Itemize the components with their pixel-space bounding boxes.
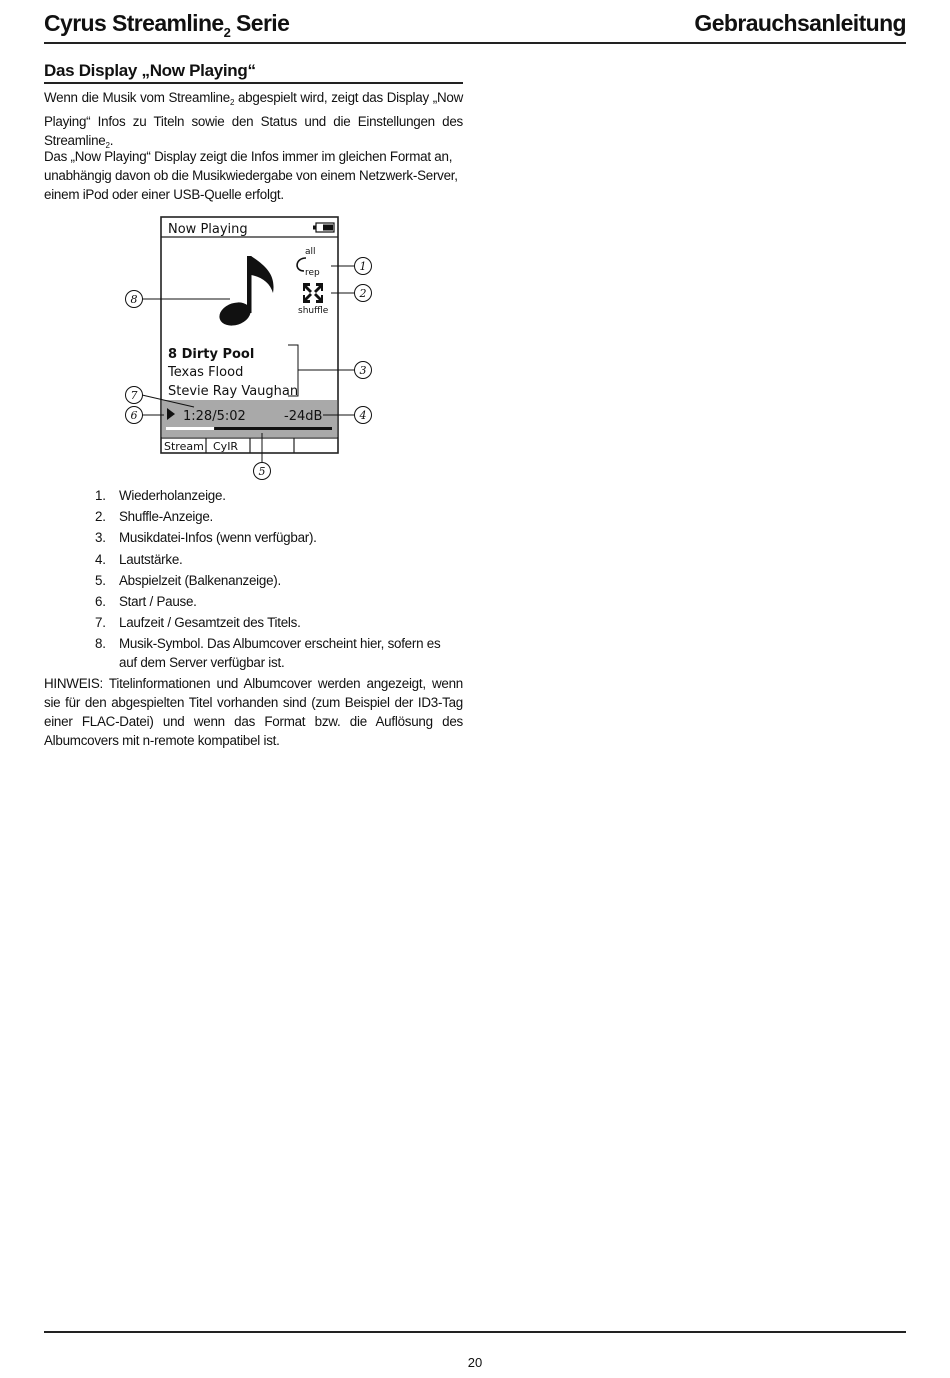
intro-p1-part-b: abgespielt wird, zeigt das Display „Now Playing“ Infos zu Titeln sowie den Status und die Einstellungen des Streamline	[44, 90, 463, 148]
display-title: Now Playing	[168, 222, 248, 237]
callout-3: 3	[359, 364, 367, 377]
intro-p1-subscript-2: 2	[105, 141, 110, 150]
document-title	[44, 10, 289, 40]
callout-7: 7	[130, 389, 138, 402]
callout-6: 6	[130, 409, 138, 422]
legend-number: 2.	[95, 509, 106, 525]
legend-item	[95, 571, 465, 590]
document-title-suffix: Serie	[230, 10, 290, 36]
note-paragraph: HINWEIS: Titelinformationen und Albumcover werden angezeigt, wenn sie für den abgespielten Titel vorhanden sind (zum Beispiel der ID3-Tag einer FLAC-Datei) und wenn das Format bzw. die Auflösung des Albumcovers mit n-remote kompatibel ist.	[44, 676, 463, 748]
artist-name: Stevie Ray Vaughan	[168, 384, 299, 399]
legend-number: 4.	[95, 551, 106, 567]
legend-text: Abspielzeit (Balkenanzeige).	[119, 572, 281, 588]
battery-icon	[313, 223, 334, 232]
page-number: 20	[467, 1355, 483, 1370]
volume-level: -24dB	[284, 409, 323, 424]
elapsed-total-time: 1:28/5:02	[183, 409, 246, 424]
legend-item	[95, 613, 465, 632]
document-title-main: Cyrus Streamline	[44, 10, 224, 36]
album-name: Texas Flood	[168, 365, 244, 380]
callout-5: 5	[258, 465, 266, 478]
callout-2: 2	[359, 287, 367, 300]
legend-number: 1.	[95, 488, 106, 503]
legend-number: 8.	[95, 636, 106, 652]
repeat-all-label: all	[305, 247, 316, 257]
intro-p1-part-a: Wenn die Musik vom Streamline	[44, 90, 230, 105]
document-title-subscript: 2	[223, 25, 231, 40]
section-title: Das Display „Now Playing“	[44, 61, 463, 84]
progress-fill	[166, 427, 214, 430]
legend-text: Musik-Symbol. Das Albumcover erscheint hier, sofern es auf dem Server verfügbar ist.	[119, 636, 441, 671]
legend-text: Laufzeit / Gesamtzeit des Titels.	[119, 615, 301, 631]
legend-text: Musikdatei-Infos (wenn verfügbar).	[119, 530, 317, 546]
legend-item	[95, 486, 465, 505]
tab-stream: Stream	[164, 440, 204, 453]
track-title: 8 Dirty Pool	[168, 347, 255, 362]
legend-number: 3.	[95, 530, 106, 546]
legend-text: Wiederholanzeige.	[119, 488, 226, 503]
callout-4: 4	[359, 409, 367, 422]
callout-legend-list	[95, 486, 465, 675]
intro-p1-subscript: 2	[229, 98, 235, 107]
footer-rule	[44, 1331, 906, 1333]
page-header	[44, 8, 906, 44]
legend-text: Lautstärke.	[119, 551, 183, 567]
tab-cyir: CyIR	[213, 440, 239, 453]
legend-text: Start / Pause.	[119, 593, 197, 609]
shuffle-label: shuffle	[298, 306, 329, 316]
legend-number: 7.	[95, 615, 106, 631]
intro-paragraph-1	[44, 88, 463, 155]
legend-number: 6.	[95, 593, 106, 609]
display-diagram	[120, 213, 380, 485]
intro-p1-part-c: .	[109, 133, 114, 148]
intro-paragraph-2: Das „Now Playing“ Display zeigt die Infos immer im gleichen Format an, unabhängig davon ob die Musikwiedergabe von einem Netzwerk-Server, einem iPod oder einer USB-Quelle erfolgt.	[44, 149, 458, 202]
legend-item	[95, 507, 465, 526]
legend-item	[95, 550, 465, 569]
legend-item	[95, 592, 465, 611]
legend-text: Shuffle-Anzeige.	[119, 509, 214, 525]
legend-item	[95, 634, 459, 672]
callout-1: 1	[359, 260, 367, 273]
now-playing-display-figure	[120, 213, 380, 485]
legend-item	[95, 528, 465, 547]
document-type: Gebrauchsanleitung	[694, 10, 906, 36]
repeat-rep-label: rep	[305, 268, 320, 278]
callout-8: 8	[130, 293, 138, 306]
legend-number: 5.	[95, 572, 106, 588]
